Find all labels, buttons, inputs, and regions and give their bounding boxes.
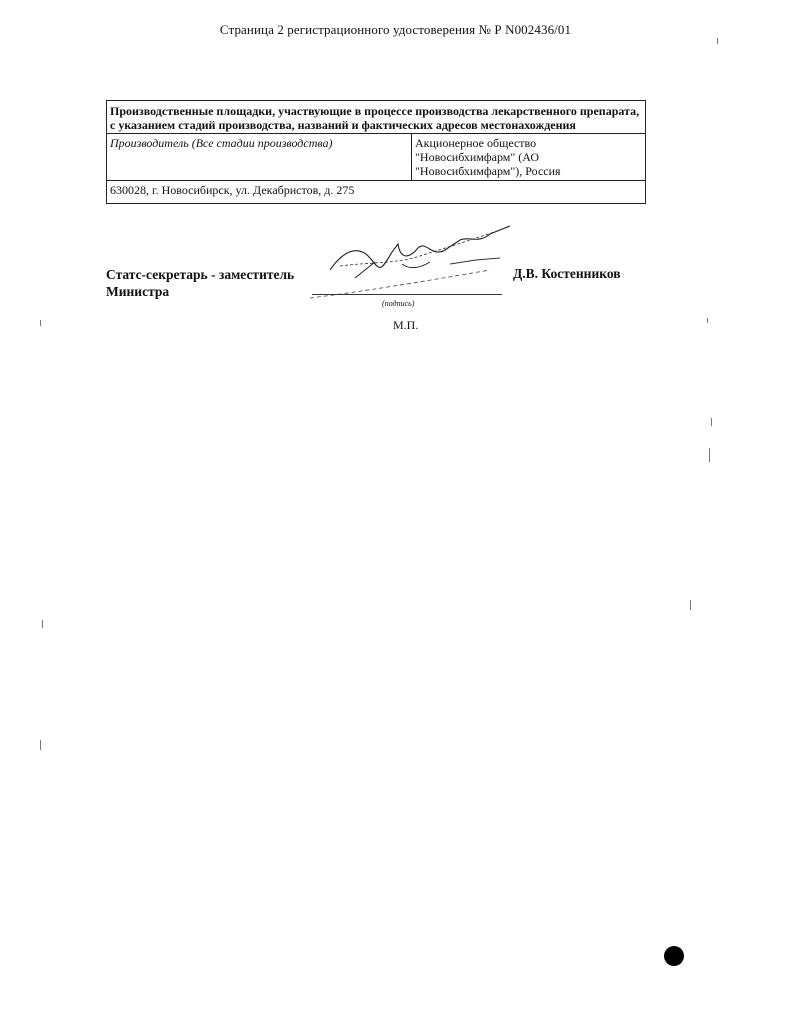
signature-caption: (подпись) xyxy=(382,299,415,308)
scan-speck xyxy=(40,320,41,326)
scan-speck xyxy=(40,740,41,750)
table-row xyxy=(107,181,646,204)
signer-position-line: Министра xyxy=(106,284,170,299)
hole-punch-mark xyxy=(664,946,684,966)
stamp-mark: М.П. xyxy=(393,318,419,332)
table-heading-cell: Производственные площадки, участвующие в процессе производства лекарственного препарата, с указанием стадий производства, названий и фактических адресов местонахождения xyxy=(107,101,646,134)
scan-speck xyxy=(690,600,691,610)
scan-speck xyxy=(717,38,718,44)
org-line: Акционерное общество xyxy=(415,136,537,150)
manufacturer-role-cell: Производитель (Все стадии производства) xyxy=(107,134,412,181)
scan-speck xyxy=(709,448,710,462)
scan-speck xyxy=(707,318,708,323)
signer-position xyxy=(106,266,294,300)
page-header: Страница 2 регистрационного удостоверения № Р N002436/01 xyxy=(219,22,572,37)
table-row xyxy=(107,134,646,181)
org-line: "Новосибхимфарм" (АО xyxy=(415,150,540,164)
site-address-cell: 630028, г. Новосибирск, ул. Декабристов, д. 275 xyxy=(107,181,646,204)
signature-line xyxy=(312,294,502,295)
table-header-row xyxy=(107,101,646,134)
manufacturer-org-cell xyxy=(412,134,646,181)
scan-speck xyxy=(42,620,43,628)
signer-name: Д.В. Костенников xyxy=(513,266,621,281)
scan-speck xyxy=(711,418,712,426)
signer-position-line: Статс-секретарь - заместитель xyxy=(106,267,295,282)
handwritten-signature xyxy=(300,218,530,310)
production-sites-table xyxy=(106,100,646,204)
org-line: "Новосибхимфарм"), Россия xyxy=(415,164,561,178)
